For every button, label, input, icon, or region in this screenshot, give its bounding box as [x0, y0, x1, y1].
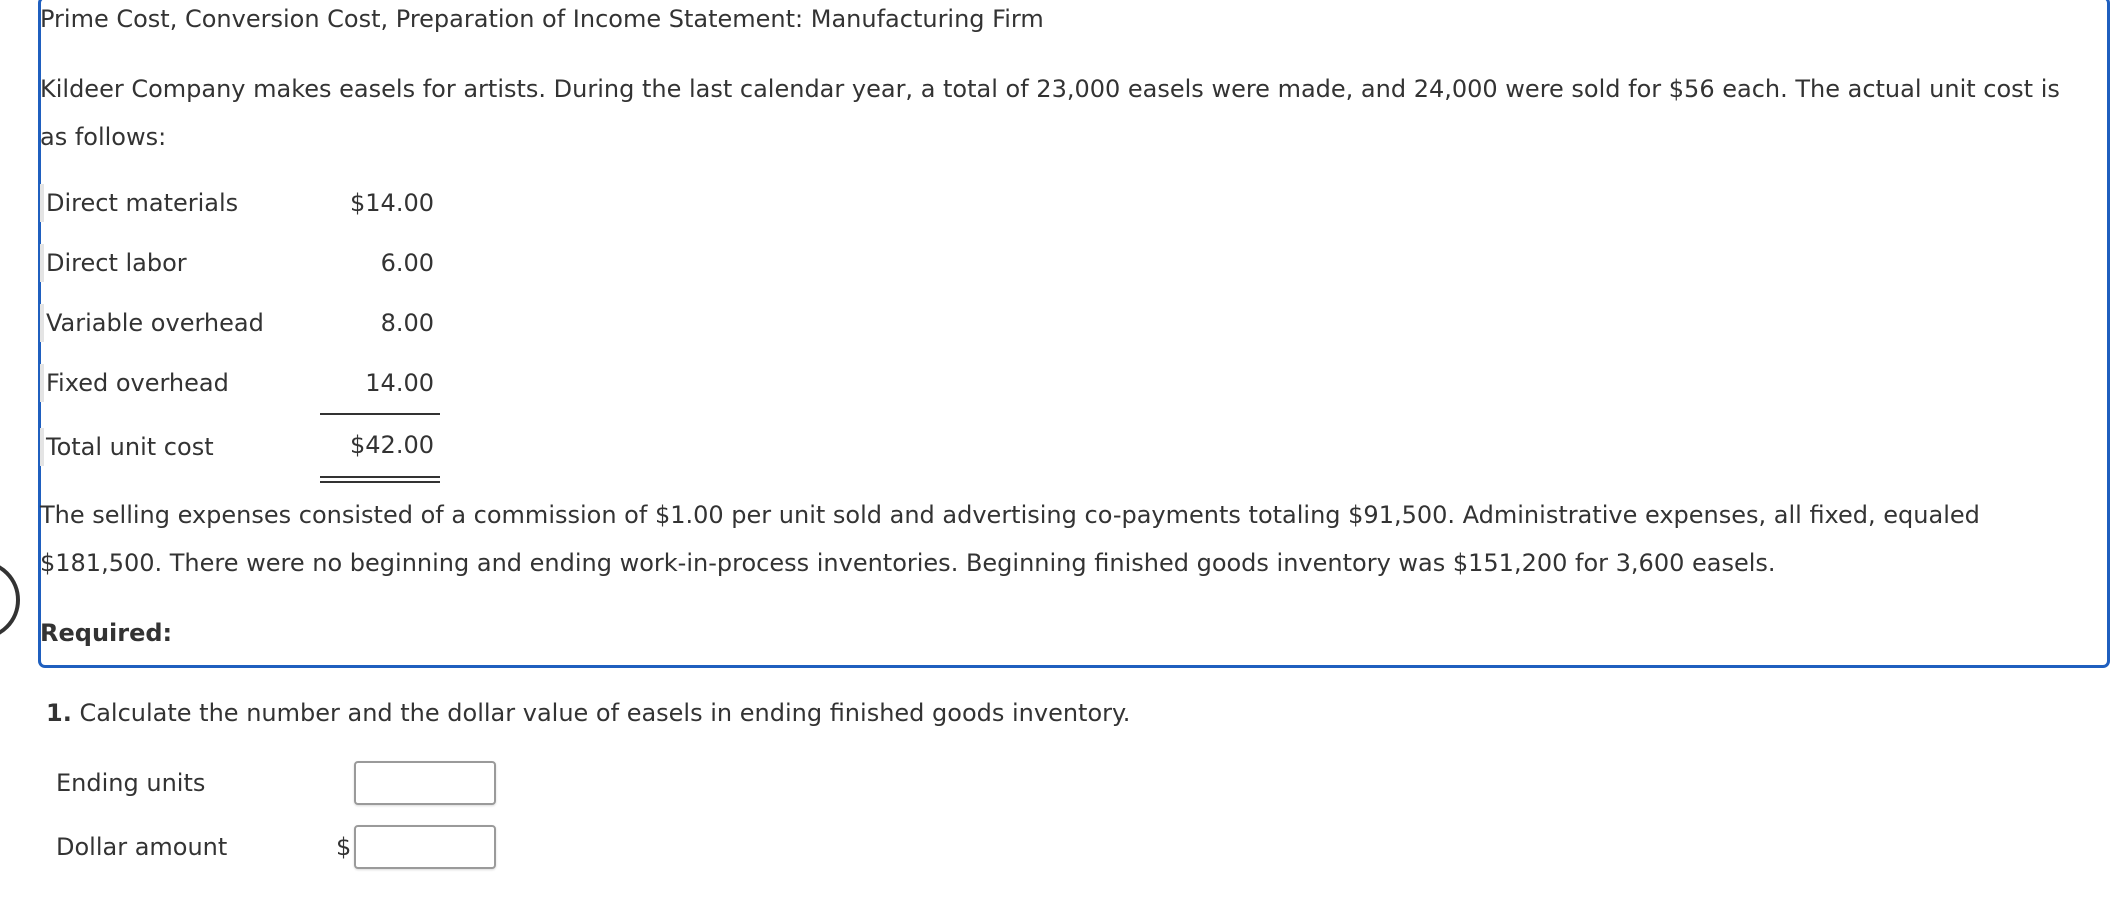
cost-amount-variable-overhead: 8.00	[380, 309, 434, 337]
question-text: Calculate the number and the dollar value of easels in ending finished goods inventory.	[71, 699, 1131, 727]
dollar-amount-input[interactable]	[354, 825, 496, 869]
problem-title: Prime Cost, Conversion Cost, Preparation of Income Statement: Manufacturing Firm	[40, 5, 1044, 33]
ending-units-label: Ending units	[56, 769, 206, 797]
details-text-line-2: $181,500. There were no beginning and ending work-in-process inventories. Beginning finished goods inventory was $151,200 for 3,600 easels.	[40, 549, 1776, 577]
cost-label-variable-overhead: Variable overhead	[46, 309, 264, 337]
row-divider	[40, 244, 44, 282]
details-text-line-1: The selling expenses consisted of a commission of $1.00 per unit sold and advertising co-payments totaling $91,500. Administrative expenses, all fixed, equaled	[40, 501, 1980, 529]
row-divider	[40, 428, 44, 466]
dollar-prefix: $	[336, 833, 352, 861]
question-1	[46, 698, 1130, 728]
subtotal-rule	[320, 413, 440, 415]
total-double-rule-top	[320, 476, 440, 478]
cost-amount-direct-materials: $14.00	[350, 189, 434, 217]
row-divider	[40, 184, 44, 222]
row-divider	[40, 364, 44, 402]
left-edge-circle-decoration	[0, 560, 20, 640]
cost-amount-fixed-overhead: 14.00	[365, 369, 434, 397]
required-heading: Required:	[40, 619, 173, 647]
cost-amount-direct-labor: 6.00	[380, 249, 434, 277]
cost-label-direct-materials: Direct materials	[46, 189, 239, 217]
intro-text-line-1: Kildeer Company makes easels for artists. During the last calendar year, a total of 23,000 easels were made, and 24,000 were sold for $56 each. The actual unit cost is	[40, 75, 2060, 103]
ending-units-input[interactable]	[354, 761, 496, 805]
row-divider	[40, 304, 44, 342]
cost-label-fixed-overhead: Fixed overhead	[46, 369, 229, 397]
question-number: 1.	[46, 699, 72, 727]
cost-label-direct-labor: Direct labor	[46, 249, 187, 277]
total-unit-cost-amount: $42.00	[350, 431, 434, 459]
total-double-rule-bottom	[320, 481, 440, 483]
total-unit-cost-label: Total unit cost	[46, 433, 214, 461]
intro-text-line-2: as follows:	[40, 123, 167, 151]
dollar-amount-label: Dollar amount	[56, 833, 228, 861]
